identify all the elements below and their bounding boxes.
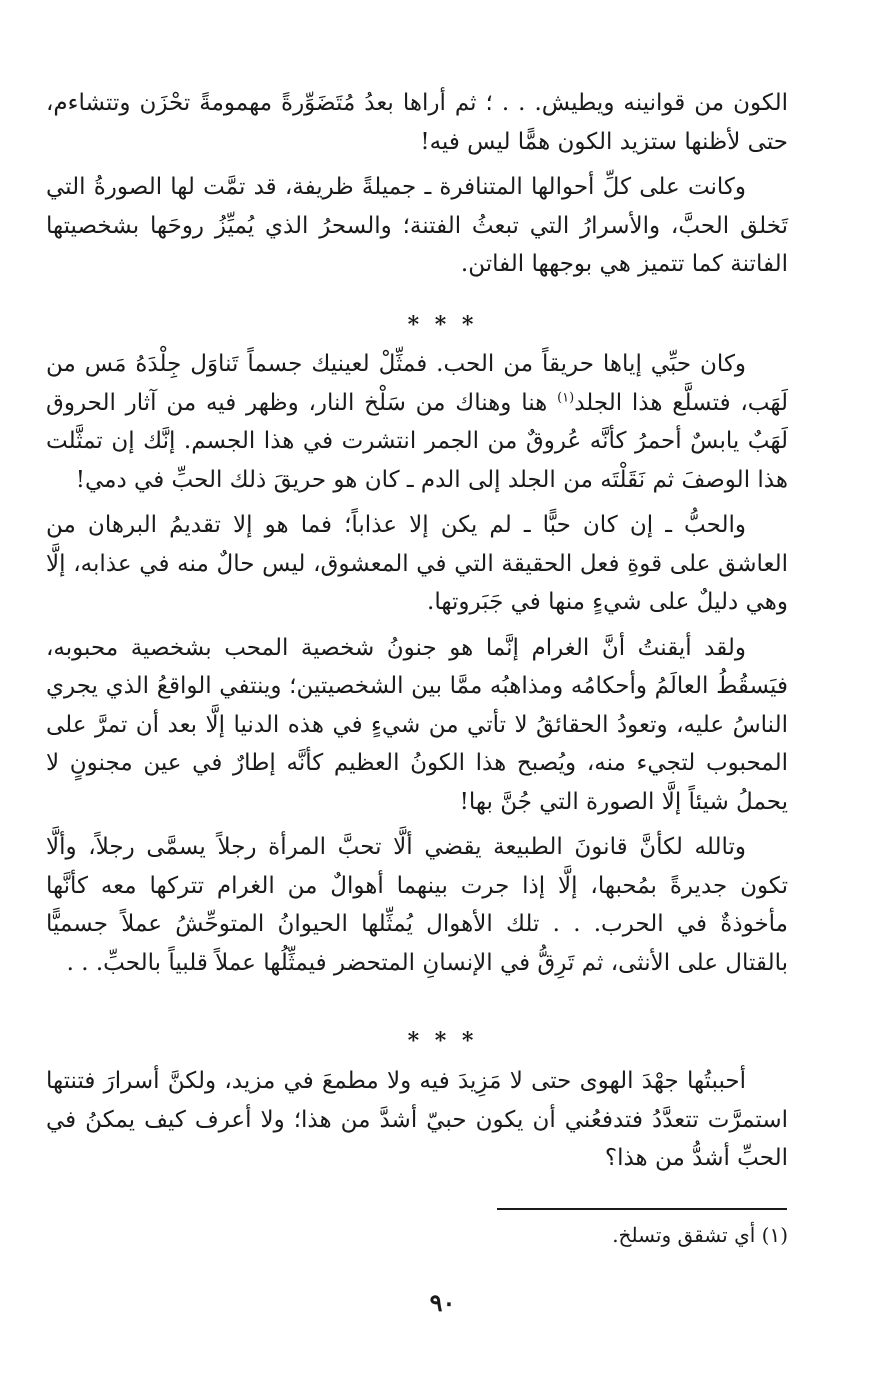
paragraph: والحبُّ ـ إن كان حبًّا ـ لم يكن إلا عذاباً؛ فما هو إلا تقديمُ البرهان من العاشق على قوةِ فعل الحقيقة التي في المعشوق، ليس حالٌ منه في عذابه، إلَّا وهي دليلٌ على شيءٍ منها في جَبَروتها.: [46, 512, 788, 615]
paragraph-text: هنا وهناك من سَلْخ النار، وظهر فيه من آثار الحروق لَهَبٌ يابسٌ أحمرُ كأنَّه عُروقٌ من الجمر انتشرت في هذا الجسم. إنَّك إن تمثَّلت هذا الوصفَ ثم نَقَلْتَه من الجلد إلى الدم ـ كان هو حريقَ ذلك الحبِّ في دمي!: [46, 389, 788, 493]
section-separator: * * *: [407, 312, 478, 338]
paragraph: أحببتُها جهْدَ الهوى حتى لا مَزِيدَ فيه ولا مطمعَ في مزيد، ولكنَّ أسرارَ فتنتها استمرَّت تتعدَّدُ فتدفعُني أن يكون حبيّ أشدَّ من هذا؛ ولا أعرف كيف يمكنُ في الحبِّ أشدُّ من هذا؟: [46, 1068, 788, 1171]
paragraph: ولقد أيقنتُ أنَّ الغرام إنَّما هو جنونُ شخصية المحب بشخصية محبوبه، فيَسقُطُ العالَمُ وأحكامُه ومذاهبُه ممَّا بين الشخصيتين؛ وينتفي الواقعُ الذي يجري الناسُ عليه، وتعودُ الحقائقُ لا تأتي من شيءٍ في هذه الدنيا إلَّا بعد أن تمرَّ على المحبوب لتجيء منه، ويُصبح هذا الكونُ العظيم كأنَّه إطارٌ في عين مجنونٍ لا يحملُ شيئاً إلَّا الصورة التي جُنَّ بها!: [46, 634, 788, 815]
footnote: (١) أي تشقق وتسلخ.: [612, 1223, 788, 1247]
paragraph-text: وكان حبِّي إياها حريقاً من الحب. فمثِّلْ لعينيك جسماً تَناوَل جِلْدَهُ مَس من لَهَب، فتسلَّع هذا الجلد: [46, 351, 788, 416]
paragraph-with-footnote: [46, 345, 788, 499]
text-block-middle: [46, 345, 788, 989]
footnote-divider: [497, 1208, 787, 1210]
text-block-bottom: [46, 1062, 788, 1185]
section-separator: * * *: [407, 1028, 478, 1054]
text-block-top: [46, 84, 788, 291]
page-number: ٩٠: [429, 1288, 456, 1317]
paragraph: وكانت على كلِّ أحوالها المتنافرة ـ جميلةً ظريفة، قد تمَّت لها الصورةُ التي تَخلق الحبَّ، والأسرارُ التي تبعثُ الفتنة؛ والسحرُ الذي يُميِّزُ روحَها بشخصيتها الفاتنة كما تتميز هي بوجهها الفاتن.: [46, 174, 788, 277]
paragraph-continued: الكون من قوانينه ويطيش. . . ؛ ثم أراها بعدُ مُتَضَوِّرةً مهمومةً تحْزَن وتتشاءم، حتى لأظنها ستزيد الكون همًّا ليس فيه!: [46, 90, 788, 155]
paragraph: وتالله لكأنَّ قانونَ الطبيعة يقضي ألَّا تحبَّ المرأة رجلاً يسمَّى رجلاً، وألَّا تكون جديرةً بمُحبها، إلَّا إذا جرت بينهما أهوالٌ من الغرام تتركها معه كأنَّها مأخوذةٌ في الحرب. . . تلك الأهوال يُمثِّلها الحيوانُ المتوحِّشُ عملاً جسميًّا بالقتال على الأنثى، ثم تَرِقُّ في الإنسانِ المتحضر فيمثِّلُها عملاً قلبياً بالحبِّ. . .: [46, 834, 788, 976]
footnote-marker: (١): [557, 389, 575, 405]
